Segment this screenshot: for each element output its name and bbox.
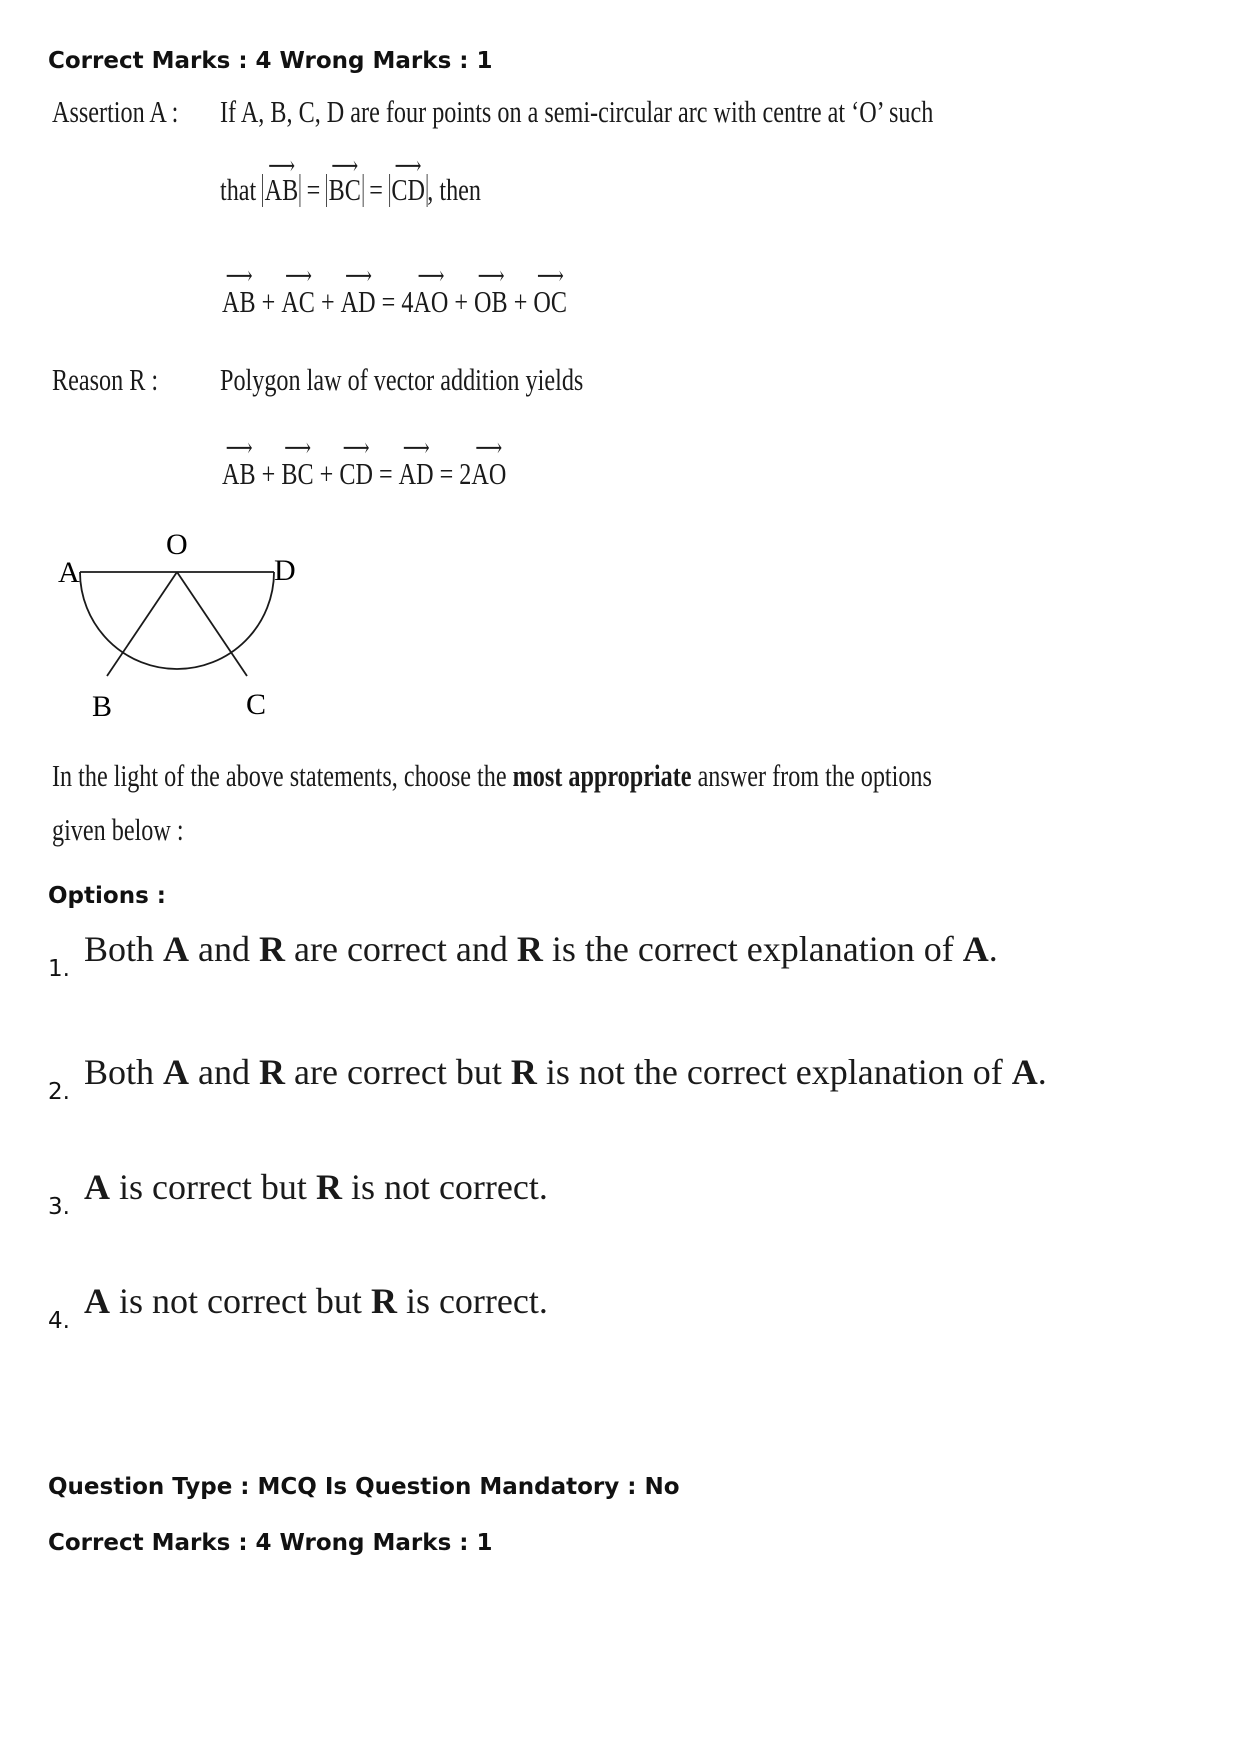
instruction-line-1: In the light of the above statements, choose the most appropriate answer from the options <box>52 758 932 793</box>
segment-oc <box>177 572 247 676</box>
label-a: A <box>58 556 80 589</box>
option-text: A is not correct but R is correct. <box>84 1281 548 1321</box>
question-type-line: Question Type : MCQ Is Question Mandatory : No <box>48 1474 680 1500</box>
semicircle-arc <box>80 572 274 669</box>
options-title: Options : <box>48 883 166 909</box>
assertion-label: Assertion A : <box>52 94 179 129</box>
assertion-condition: that ⟶ AB = ⟶ BC = ⟶ CD, then <box>220 172 555 208</box>
option-text: Both A and R are correct but R is not the correct explanation of A. <box>84 1052 1047 1092</box>
assertion-equation: ⟶ AB + ⟶ AC + ⟶ AD = 4⟶ AO + ⟶ OB + ⟶ OC <box>222 284 664 320</box>
semicircle-figure <box>40 520 340 740</box>
option-number: 1. <box>48 956 70 982</box>
footer-marks-line: Correct Marks : 4 Wrong Marks : 1 <box>48 1530 493 1556</box>
vector-ab: ⟶ AB <box>265 174 299 207</box>
reason-text: Polygon law of vector addition yields <box>220 362 584 397</box>
option-number: 2. <box>48 1079 70 1105</box>
label-c: C <box>246 688 267 721</box>
option-number: 3. <box>48 1194 70 1220</box>
option-text: A is correct but R is not correct. <box>84 1167 548 1207</box>
vector-bc: ⟶ BC <box>329 174 361 207</box>
label-b: B <box>92 690 113 723</box>
segment-ob <box>107 572 177 676</box>
option-text: Both A and R are correct and R is the correct explanation of A. <box>84 929 998 969</box>
marks-line: Correct Marks : 4 Wrong Marks : 1 <box>48 48 493 74</box>
label-d: D <box>274 554 296 587</box>
reason-equation: ⟶ AB + ⟶ BC + ⟶ CD = ⟶ AD = 2⟶ AO <box>222 456 587 492</box>
option-number: 4. <box>48 1308 70 1334</box>
reason-label: Reason R : <box>52 362 159 397</box>
instruction-line-2: given below : <box>52 812 184 847</box>
vector-cd: ⟶ CD <box>391 174 425 207</box>
assertion-text: If A, B, C, D are four points on a semi-circular arc with centre at ‘O’ such <box>220 94 934 129</box>
label-o: O <box>166 528 188 561</box>
